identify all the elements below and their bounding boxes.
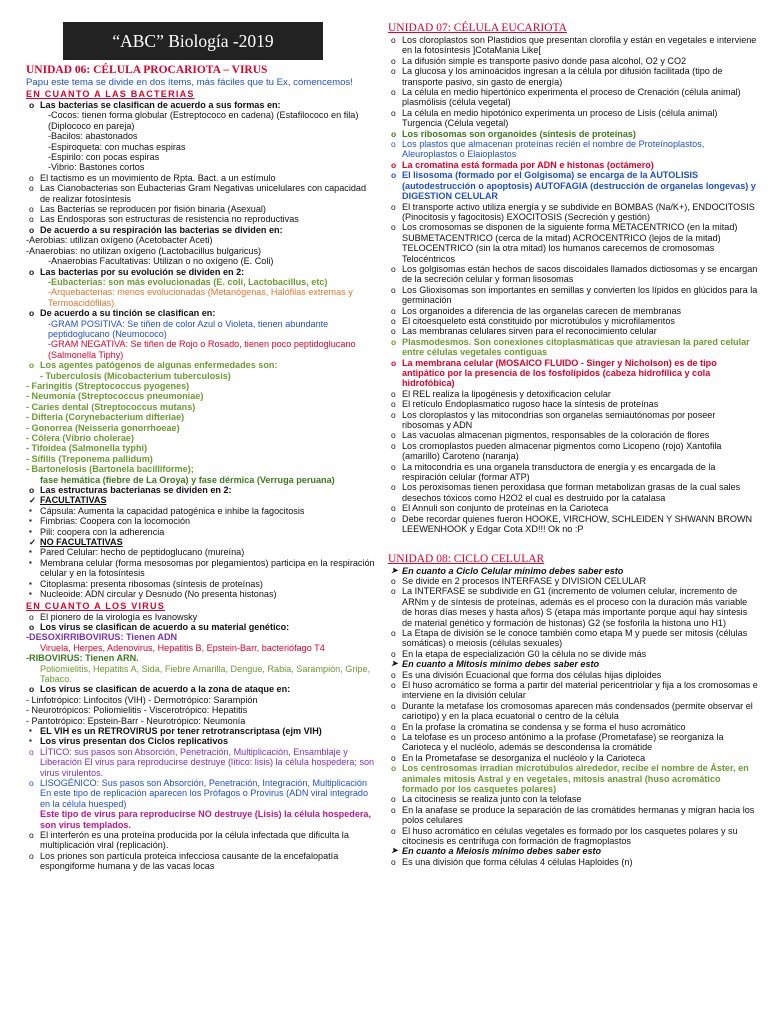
list-item: Poliomielitis, Hepatitis A, Sida, Fiebre Amarilla, Dengue, Rabia, Sarampión, Gripe, Tabaco. (40, 663, 371, 684)
list-item: -Eubacterias: son más evolucionadas (E. coli, Lactobacillus, etc) (48, 276, 328, 287)
list-item: o La INTERFASE se subdivide en G1 (incremento de volumen celular, incremento de ARNm y de síntesis de proteínas, además es el proceso con la duración más variable de horas días meses y hasta años) S (etapa más importante porque aquí hay síntesis de material genético y formación de histonas) G2 (se fosforila la histona uno H1) (388, 586, 758, 628)
list-item: o Los priones son partícula proteica infecciosa causante de la encefalopatía espongiforme humana y de las vacas locas (26, 851, 378, 872)
virus-section-heading: EN CUANTO A LOS VIRUS (26, 600, 166, 611)
list-item: - Linfotrópico: Linfocitos (VIH) - Dermotrópico: Sarampión (26, 694, 258, 705)
list-item: o Debe recordar quienes fueron HOOKE, VIRCHOW, SCHLEIDEN Y SHWANN BROWN LEEWENHOOK y Edgar Cota XD!!! Ok no :P (388, 514, 758, 535)
list-item: o Los centrosomas irradian microtúbulos alrededor, recibe el nombre de Áster, en animales mitosis Astral y en vegetales, mitosis anastral (huso acromático formado por los casquetes polares) (388, 763, 758, 794)
list-item: o La difusión simple es transporte pasivo donde pasa alcohol, O2 y CO2 (388, 56, 758, 66)
list-item: - Pantotrópico: Epstein-Barr - Neurotrópico: Neumonía (26, 715, 246, 726)
list-item: o Las bacterias por su evolución se dividen en 2: (26, 267, 378, 277)
virus-list (26, 612, 378, 872)
list-item: o Los plastos que almacenan proteínas recién el nombre de Proteínoplastos, Aleuroplastos o Elaioplastos (388, 139, 758, 160)
list-item: - Tifoidea (Salmonella typhi) (26, 443, 148, 454)
list-item: o Es una división que forma células 4 células Haploides (n) (388, 857, 758, 867)
list-item: o Las bacterias se clasifican de acuerdo a sus formas en: (26, 100, 378, 110)
list-item: o LISOGÉNICO: Sus pasos son Absorción, Penetración, Integración, Multiplicación En este tipo de replicación aparecen los Prófagos o Provirus (ADN viral integrado en la célula huesped) (26, 778, 378, 809)
list-item: o De acuerdo a su tinción se clasifican en: (26, 308, 378, 318)
list-item: o El REL realiza la lipogénesis y detoxificacion celular (388, 389, 758, 399)
list-item: o En la anafase se produce la separación de las cromátides hermanas y migran hacia los polos celulares (388, 805, 758, 826)
list-item: o El lisosoma (formado por el Golgisoma) se encarga de la AUTOLISIS (autodestrucción o apoptosis) AUTOFAGIA (destrucción de organelas longevas) y DIGESTION CELULAR (388, 170, 758, 201)
list-item: o La célula en medio hipertónico experimenta el proceso de Crenación (célula animal) plasmólisis (célula vegetal) (388, 87, 758, 108)
list-item: o Los peroxisomas tienen peroxidasa que forman metabolizan grasas de la cual sales desechos tóxicos como H2O2 el cual es destruido por la catalasa (388, 482, 758, 503)
list-item: - Faringitis (Streptococcus pyogenes) (26, 380, 190, 391)
list-item: -Arquebacterias: menos evolucionadas (Metanógenas, Halófilas extremas y Termoacidófilas) (48, 287, 353, 308)
list-item: o El huso acromático se forma a partir del material pericentriolar y fija a los cromosomas e interviene en la división celular (388, 680, 758, 701)
list-item: o Las Bacterias se reproducen por fisión binaria (Asexual) (26, 204, 378, 214)
list-item: o En la Prometafase se desorganiza el nucléolo y la Carioteca (388, 753, 758, 763)
list-item: o Los golgisomas están hechos de sacos discoidales llamados dictiosomas y se encargan de la secreción celular y forman lisosomas (388, 264, 758, 285)
list-item: o La célula en medio hipotónico experimenta un proceso de Lisis (célula animal) Turgencia (Célula vegetal) (388, 108, 758, 129)
list-item: - Neumonía (Streptococcus pneumoniae) (26, 391, 204, 402)
list-item: ✓ FACULTATIVAS (26, 495, 378, 505)
list-item: o Las Cianobacterias son Eubacterias Gram Negativas unicelulares con capacidad de realizar fotosíntesis (26, 183, 378, 204)
list-item: ▪ Cápsula: Aumenta la capacidad patogénica e inhibe la fagocitosis (26, 506, 378, 516)
list-item: o Plasmodesmos. Son conexiones citoplasmáticas que atraviesan la pared celular entre células vegetales contiguas (388, 337, 758, 358)
list-item: o El huso acromático en células vegetales es formado por los casquetes polares y su citocinesis es centrífuga con formación de fragmoplastos (388, 826, 758, 847)
list-item: o Los virus se clasifican de acuerdo a su material genético: (26, 622, 378, 632)
list-item: ▪ Fimbrias: Coopera con la locomoción (26, 516, 378, 526)
list-item: o Los Glioxisomas son importantes en semillas y convierten los lípidos en glúcidos para la germinación (388, 285, 758, 306)
list-item: o La glucosa y los aminoácidos ingresan a la célula por difusión facilitada (tipo de transporte pasivo, sin gasto de energía) (388, 66, 758, 87)
list-item: o De acuerdo a su respiración las bacterias se dividen en: (26, 225, 378, 235)
list-item: - Neurotrópicos: Poliomielitis - Viscerotrópico: Hepatitis (26, 705, 248, 716)
list-item: - Gonorrea (Neisseria gonorrhoeae) (26, 422, 180, 433)
list-item: o El tactismo es un movimiento de Rpta. Bact. a un estímulo (26, 173, 378, 183)
unit8-list (388, 566, 758, 868)
list-item: o LÍTICO: sus pasos son Absorción, Penetración, Multiplicación, Ensamblaje y Liberación El virus para reproducirse destruye (lítico: lisis) la célula hospedera; son virus virulentos. (26, 747, 378, 778)
list-item: o La mitocondria es una organela transductora de energía y es encargada de la respiración celular (formar ATP) (388, 462, 758, 483)
list-item: ▪ Pili: coopera con la adherencia (26, 527, 378, 537)
bacteria-list (26, 100, 378, 600)
list-item: o Las Endosporas son estructuras de resistencia no reproductivas (26, 214, 378, 224)
list-item: - Sífilis (Treponema pallidum) (26, 453, 153, 464)
list-item: o Las vacuolas almacenan pigmentos, responsables de la coloración de flores (388, 430, 758, 440)
list-item: o El citoesqueleto está constituido por microtúbulos y microfilamentos (388, 316, 758, 326)
list-item: -Bacilos: abastonados (48, 131, 138, 142)
list-item: -Aerobias: utilizan oxígeno (Acetobacter Aceti) (26, 235, 213, 246)
list-item: -DESOXIRRIBOVIRUS: Tienen ADN (26, 632, 178, 643)
list-item: -Vibrio: Bastones cortos (48, 162, 145, 173)
list-item: o La telofase es un proceso antónimo a la profase (Prometafase) se reorganiza la Carioteca y el nucléolo, además se descondensa la cromátide (388, 732, 758, 753)
list-item: - Caries dental (Streptococcus mutans) (26, 401, 196, 412)
unit7-list (388, 35, 758, 535)
list-item: o Los cloroplastos y las mitocondrias son organelas semiautónomas por poseer ribosomas y ADN (388, 410, 758, 431)
left-column (26, 0, 378, 872)
intro-text: Papu este tema se divide en dos ítems, más fáciles que tu Ex, comencemos! (26, 77, 353, 88)
list-item: o Se divide en 2 procesos INTERFASE y DIVISION CELULAR (388, 576, 758, 586)
list-item: o La citocinesis se realiza junto con la telofase (388, 794, 758, 804)
list-item: o Los ribosomas son organoides (síntesis de proteínas) (388, 129, 758, 139)
list-item: ▪ Pared Celular: hecho de peptidoglucano (mureína) (26, 547, 378, 557)
list-item: ➤ En cuanto a Meiosis mínimo debes saber esto (388, 846, 758, 856)
list-item: o Los cromoplastos pueden almacenar pigmentos como Licopeno (rojo) Xantofila (amarillo) Caroteno (naranja) (388, 441, 758, 462)
list-item: o Las membranas celulares sirven para el reconocimiento celular (388, 326, 758, 336)
list-item: o El pionero de la virología es Ivanowsky (26, 612, 378, 622)
list-item: o En la etapa de especialización G0 la célula no se divide más (388, 649, 758, 659)
list-item: ✓ NO FACULTATIVAS (26, 537, 378, 547)
list-item: -GRAM POSITIVA: Se tiñen de color Azul o Violeta, tienen abundante peptidoglucano (Neumococo) (48, 318, 329, 339)
bacteria-section-heading: EN CUANTO A LAS BACTERIAS (26, 89, 195, 99)
list-item: ▪ Nucleoide: ADN circular y Desnudo (No presenta histonas) (26, 589, 378, 599)
list-item: o Las estructuras bacterianas se dividen en 2: (26, 485, 378, 495)
list-item: - Tuberculosis (Micobacterium tuberculosis) (40, 370, 231, 381)
list-item: o El Annuli son conjunto de proteínas en la Carioteca (388, 503, 758, 513)
list-item: -Anaerobias: no utilizan oxígeno (Lactobacillus bulgaricus) (26, 245, 262, 256)
list-item: - Cólera (Vibrio cholerae) (26, 433, 134, 443)
list-item: - Difteria (Corynebacterium difteriae) (26, 412, 185, 423)
list-item: -Cocos: tienen forma globular (Estreptococo en cadena) (Estafilococo en fila) (Diplococo en pareja) (48, 110, 359, 131)
list-item: ▪ EL VIH es un RETROVIRUS por tener retrotranscriptasa (ejm VIH) (26, 726, 378, 736)
list-item: ▪ Membrana celular (forma mesosomas por plegamientos) participa en la respiración celular y en la fotosíntesis (26, 558, 378, 579)
list-item: o Los agentes patógenos de algunas enfermedades son: (26, 360, 378, 370)
list-item: ▪ Citoplasma: presenta ribosomas (síntesis de proteínas) (26, 579, 378, 589)
list-item: -GRAM NEGATIVA: Se tiñen de Rojo o Rosado, tienen poco peptidoglucano (Salmonella Tiphy) (48, 339, 356, 360)
list-item: o La membrana celular (MOSAICO FLUIDO - Singer y Nicholson) es de tipo antipático por la presencia de los fosfolípidos (cabeza hidrofílica y cola hidrofóbica) (388, 358, 758, 389)
list-item: ➤ En cuanto a Ciclo Celular mínimo debes saber esto (388, 566, 758, 576)
list-item: o Es una división Ecuacional que forma dos células hijas diploides (388, 670, 758, 680)
list-item: o Los virus se clasifican de acuerdo a la zona de ataque en: (26, 684, 378, 694)
list-item: ▪ Los virus presentan dos Ciclos replicativos (26, 736, 378, 746)
list-item: o Los organoides a diferencia de las organelas carecen de membranas (388, 306, 758, 316)
page-title: “ABC” Biología -2019 (63, 22, 323, 60)
list-item: -RIBOVIRUS: Tienen ARN. (26, 653, 139, 664)
list-item: o El transporte activo utiliza energía y se subdivide en BOMBAS (Na/K+), ENDOCITOSIS (Pinocitosis y fagocitosis) EXOCITOSIS (Secreción y gestión) (388, 202, 758, 223)
list-item: ➤ En cuanto a Mitosis mínimo debes saber esto (388, 659, 758, 669)
unit6-heading: UNIDAD 06: CÉLULA PROCARIOTA – VIRUS (26, 64, 268, 76)
list-item: -Anaerobias Facultativas: Utilizan o no oxígeno (E. Coli) (48, 256, 274, 267)
list-item: -Espirilo: con pocas espiras (48, 152, 160, 163)
list-item: o En la profase la cromatina se condensa y se forma el huso acromático (388, 722, 758, 732)
list-item: o El interferón es una proteína producida por la célula infectada que dificulta la multiplicación viral (replicación). (26, 830, 378, 851)
list-item: o Durante la metafase los cromosomas aparecen más condensados (permite observar el cariotipo) y en la placa ecuatorial o centro de la célula (388, 701, 758, 722)
list-item: o La cromatina está formada por ADN e histonas (octámero) (388, 160, 758, 170)
list-item: fase hemática (fiebre de La Oroya) y fase dérmica (Verruga peruana) (40, 474, 335, 485)
list-item: Viruela, Herpes, Adenovirus, Hepatitis B, Epstein-Barr, bacteriófago T4 (40, 642, 325, 653)
list-item: o La Etapa de división se le conoce también como etapa M y puede ser mitosis (células somáticas) o meiosis (células sexuales) (388, 628, 758, 649)
unit7-heading: UNIDAD 07: CÉLULA EUCARIOTA (388, 22, 567, 34)
list-item: - Bartonelosis (Bartonela bacilliforme); (26, 464, 194, 475)
right-column (388, 0, 758, 867)
list-item: o Los cromosomas se disponen de la siguiente forma METACENTRICO (en la mitad) SUBMETACENTRICO (cerca de la mitad) ACROCENTRICO (lejos de la mitad) TELOCENTRICO (sin la otra mitad) los humanos carecemos de cromosomas Telocéntricos (388, 222, 758, 264)
list-item: o El retículo Endoplasmatico rugoso hace la síntesis de proteínas (388, 399, 758, 409)
list-item: -Espiroqueta: con muchas espiras (48, 141, 186, 152)
unit8-heading: UNIDAD 08: CICLO CELULAR (388, 552, 545, 565)
list-item: Este tipo de virus para reproducirse NO destruye (Lisis) la célula hospedera, son virus templados. (40, 809, 372, 830)
list-item: o Los cloroplastos son Plastidios que presentan clorofila y están en vegetales e interviene en la fotosíntesis ]CotaMania Like[ (388, 35, 758, 56)
